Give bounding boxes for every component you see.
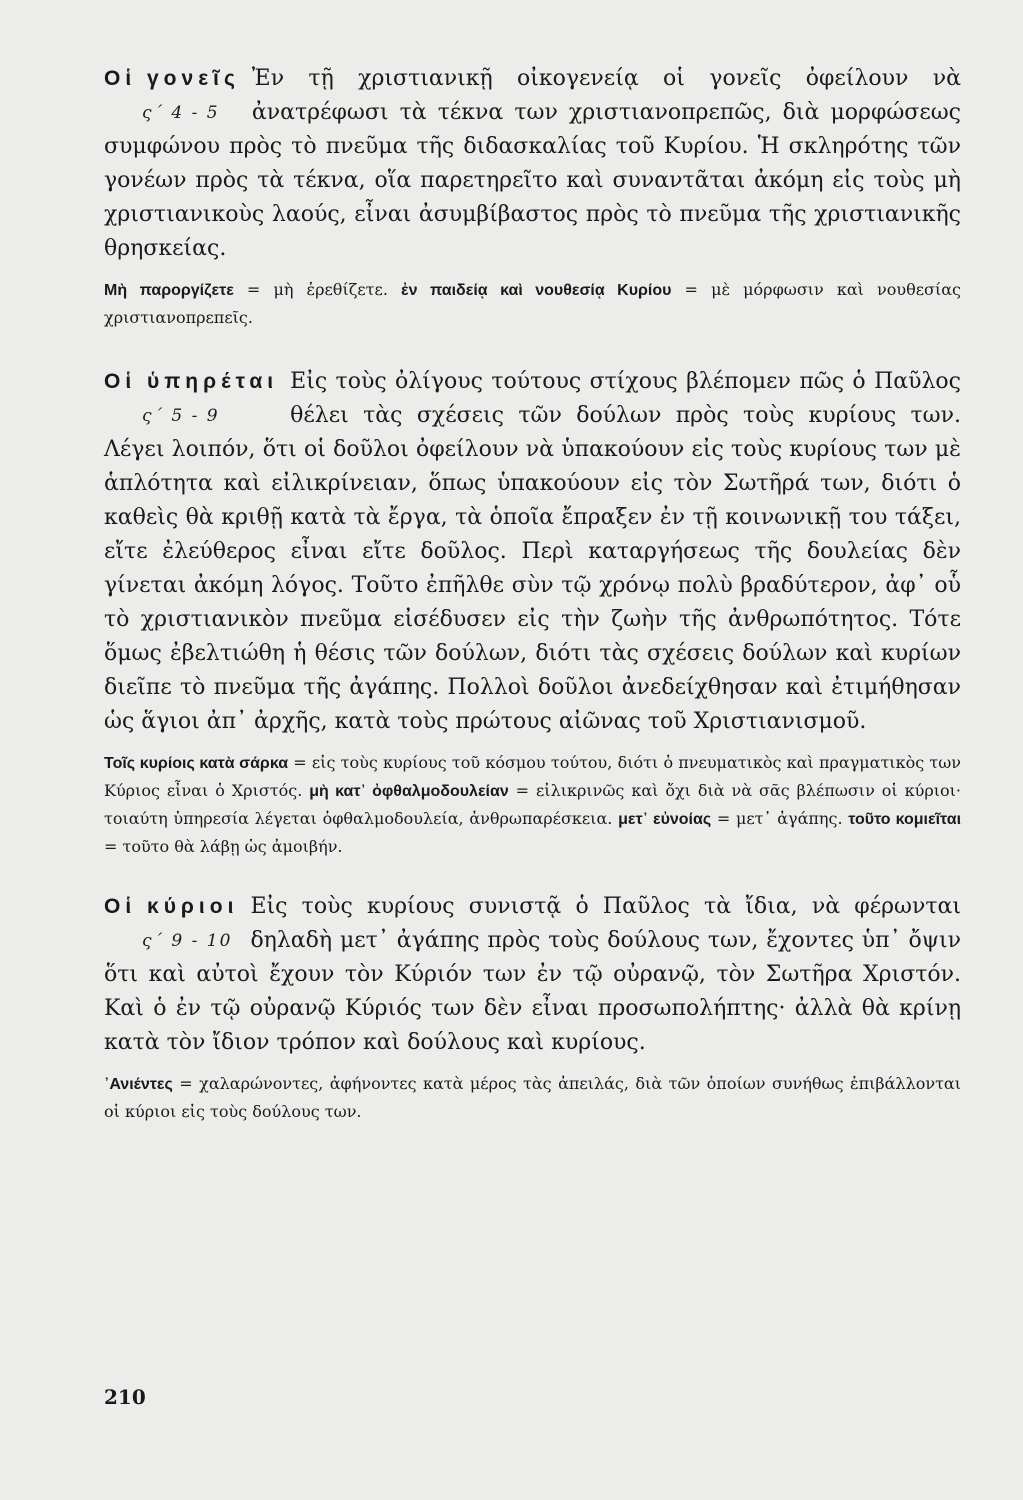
section-notes xyxy=(104,749,961,860)
section-text: Εἰς τοὺς ὀλίγους τούτους στίχους βλέπομεν πῶς ὁ Παῦλος θέλει τὰς σχέσεις τῶν δούλων πρὸς τοὺς κυρίους των. Λέγει λοιπόν, ὅτι οἱ δοῦλοι ὀφείλουν νὰ ὑπακούουν εἰς τοὺς κυρίους των μὲ ἁπλότητα καὶ εἰλικρίνειαν, ὅπως ὑπακούουν εἰς τὸν Σωτῆρά των, διότι ὁ καθεὶς θὰ κριθῇ κατὰ τὰ ἔργα, τὰ ὁποῖα ἔπραξεν ἐν τῇ κοινωνικῇ του τάξει, εἴτε ἐλεύθερος εἶναι εἴτε δοῦλος. Περὶ καταργήσεως τῆς δουλείας δὲν γίνεται ἀκόμη λόγος. Τοῦτο ἐπῆλθε σὺν τῷ χρόνῳ πολὺ βραδύτερον, ἀφ᾽ οὗ τὸ χριστιανικὸν πνεῦμα εἰσέδυσεν εἰς τὴν ζωὴν τῆς ἀνθρωπότητος. Τότε ὅμως ἐβελτιώθη ἡ θέσις τῶν δούλων, διότι τὰς σχέσεις δούλων καὶ κυρίων διεῖπε τὸ πνεῦμα τῆς ἀγάπης. Πολλοὶ δοῦλοι ἀνεδείχθησαν καὶ ἐτιμήθησαν ὡς ἅγιοι ἀπ᾽ ἀρχῆς, κατὰ τοὺς πρώτους αἰῶνας τοῦ Χριστιανισμοῦ. xyxy=(104,369,961,734)
note-term: τοῦτο κομιεῖται xyxy=(848,811,962,828)
note-gloss: = εἰλικρινῶς καὶ ὄχι διὰ νὰ σᾶς βλέπωσιν οἱ κύριοι· τοιαύτη ὑπηρεσία λέγεται ὀφθαλμοδουλεία, ἀνθρωπαρέσκεια. xyxy=(104,781,961,828)
note-gloss: = μὴ ἐρεθίζετε. xyxy=(233,280,402,299)
note-term: Τοῖς κυρίοις κατὰ σάρκα xyxy=(104,755,289,772)
note-term: ᾽Ανιέντες xyxy=(104,1076,173,1093)
heading-title: Οἱ γονεῖς xyxy=(104,67,240,90)
section-masters xyxy=(104,890,961,1125)
note-term: ἐν παιδείᾳ καὶ νουθεσίᾳ Κυρίου xyxy=(401,282,672,299)
note-term: Μὴ παροργίζετε xyxy=(104,282,234,299)
note-term: μετ᾽ εὐνοίας xyxy=(618,811,712,828)
section-heading xyxy=(104,365,278,433)
section-text: Εἰς τοὺς κυρίους συνιστᾷ ὁ Παῦλος τὰ ἴδια, νὰ φέρωνται δηλαδὴ μετ᾽ ἀγάπης πρὸς τοὺς δούλους των, ἔχοντες ὑπ᾽ ὄψιν ὅτι καὶ αὐτοὶ ἔχουν τὸν Κύριόν των ἐν τῷ οὐρανῷ, τὸν Σωτῆρα Χριστόν. Καὶ ὁ ἐν τῷ οὐρανῷ Κύριός των δὲν εἶναι προσωπολήπτης· ἀλλὰ θὰ κρίνῃ κατὰ τὸν ἴδιον τρόπον καὶ δούλους καὶ κυρίους. xyxy=(104,894,961,1055)
section-paragraph xyxy=(104,365,961,739)
note-gloss: = τοῦτο θὰ λάβῃ ὡς ἀμοιβήν. xyxy=(104,837,343,856)
verse-reference: ς΄ 4 - 5 xyxy=(142,103,220,123)
section-notes xyxy=(104,1070,961,1125)
section-parents xyxy=(104,62,961,331)
note-gloss: = χαλαρώνοντες, ἀφήνοντες κατὰ μέρος τὰς ἀπειλάς, διὰ τῶν ὁποίων συνήθως ἐπιβάλλονται οἱ κύριοι εἰς τοὺς δούλους των. xyxy=(104,1074,961,1121)
section-text: Ἐν τῇ χριστιανικῇ οἰκογενείᾳ οἱ γονεῖς ὀφείλουν νὰ ἀνατρέφωσι τὰ τέκνα των χριστιανοπρεπῶς, διὰ μορφώσεως συμφώνου πρὸς τὸ πνεῦμα τῆς διδασκαλίας τοῦ Κυρίου. Ἡ σκληρότης τῶν γονέων πρὸς τὰ τέκνα, οἵα παρετηρεῖτο καὶ συναντᾶται ἀκόμη εἰς τοὺς μὴ χριστιανικοὺς λαούς, εἶναι ἀσυμβίβαστος πρὸς τὸ πνεῦμα τῆς χριστιανικῆς θρησκείας. xyxy=(104,66,961,261)
section-notes xyxy=(104,276,961,331)
heading-title: Οἱ κύριοι xyxy=(104,895,239,918)
note-gloss: = εἰς τοὺς κυρίους τοῦ κόσμου τούτου, διότι ὁ πνευματικὸς καὶ πραγματικὸς των Κύριος εἶναι ὁ Χριστός. xyxy=(104,753,962,800)
section-paragraph xyxy=(104,890,961,1060)
note-term: μὴ κατ᾽ ὀφθαλμοδουλείαν xyxy=(309,783,509,800)
section-heading xyxy=(104,62,240,130)
note-gloss: = μὲ μόρφωσιν καὶ νουθεσίας χριστιανοπρεπεῖς. xyxy=(104,280,962,327)
verse-reference: ς΄ 9 - 10 xyxy=(142,931,233,951)
section-heading xyxy=(104,890,238,958)
section-paragraph xyxy=(104,62,961,266)
verse-reference: ς΄ 5 - 9 xyxy=(142,406,220,426)
heading-title: Οἱ ὑπηρέται xyxy=(104,370,279,393)
section-servants xyxy=(104,365,961,860)
note-gloss: = μετ᾽ ἀγάπης. xyxy=(711,809,849,828)
page-number: 210 xyxy=(104,1385,146,1409)
